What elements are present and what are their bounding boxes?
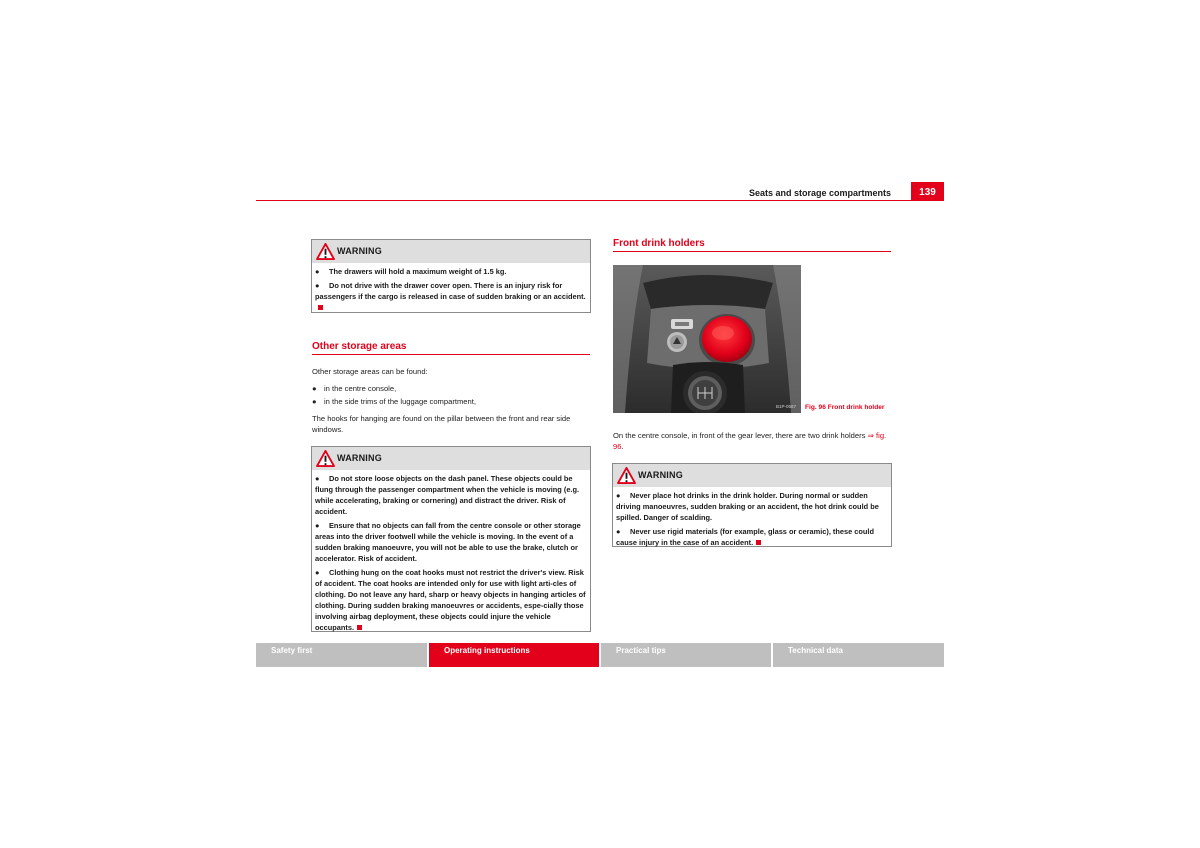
running-header-title: Seats and storage compartments <box>748 188 891 198</box>
page-number: 139 <box>911 182 944 201</box>
tab-operating-instructions[interactable] <box>429 643 599 667</box>
warning-item: ● The drawers will hold a maximum weight of 1.5 kg. <box>315 267 507 276</box>
figure-code: B1P-0587 <box>776 404 797 409</box>
warning-header <box>613 464 891 487</box>
warning-label: WARNING <box>337 453 382 463</box>
header-rule <box>256 200 944 201</box>
tab-technical-data[interactable] <box>773 643 944 667</box>
warning-box-loose-objects <box>311 446 591 632</box>
figure-reference-link[interactable]: ⇒ fig. 96 <box>613 431 887 451</box>
warning-label: WARNING <box>337 246 382 256</box>
warning-triangle-icon <box>617 467 636 484</box>
tab-practical-tips[interactable] <box>601 643 771 667</box>
warning-item: ● Never use rigid materials (for example, glass or ceramic), these could cause injury in the case of an accident. <box>616 527 874 547</box>
warning-item: ● Do not store loose objects on the dash panel. These objects could be flung through the passenger compartment when the vehicle is moving (e.g. while accelerating, braking or cornering) and distract the driver. Risk of accident. <box>315 474 580 516</box>
tab-label: Technical data <box>788 646 843 655</box>
tab-label: Practical tips <box>616 646 666 655</box>
figure-caption: Fig. 96 Front drink holder <box>805 404 885 411</box>
tab-label: Safety first <box>271 646 313 655</box>
section-heading-drink-holders: Front drink holders <box>613 238 705 249</box>
warning-label: WARNING <box>638 470 683 480</box>
warning-item: ● Ensure that no objects can fall from the centre console or other storage areas into the driver footwell while the vehicle is moving. In the event of a sudden braking manoeuvre, you will not be able to use the brake, clutch or accelerator. Risk of accident. <box>315 521 581 563</box>
tab-label: Operating instructions <box>444 646 530 655</box>
end-of-section-mark <box>756 540 761 545</box>
end-of-section-mark <box>357 625 362 630</box>
section-rule <box>613 251 891 252</box>
drink-holder-figure <box>613 265 801 413</box>
warning-box-drawers <box>311 239 591 313</box>
warning-triangle-icon <box>316 450 335 467</box>
drink-holders-paragraph: On the centre console, in front of the gear lever, there are two drink holders ⇒ fig. 96. <box>613 431 887 451</box>
warning-header <box>312 447 590 470</box>
warning-item: ● Do not drive with the drawer cover open. There is an injury risk for passengers if the cargo is released in case of sudden braking or an accident. <box>315 280 587 313</box>
hooks-paragraph: The hooks for hanging are found on the pillar between the front and rear side windows. <box>312 414 571 434</box>
other-storage-intro: Other storage areas can be found: <box>312 367 428 376</box>
warning-box-hot-drinks <box>612 463 892 547</box>
warning-item: ● Clothing hung on the coat hooks must not restrict the driver's view. Risk of accident. The coat hooks are intended only for use with light arti-cles of clothing. Do not leave any hard, sharp or heavy objects in hanging articles of clothing. During sudden braking manoeuvres or accidents, espe-cially those involving airbag deployment, these objects could injure the vehicle occupants. <box>315 568 586 632</box>
list-item: ● in the side trims of the luggage compartment, <box>312 397 476 406</box>
warning-item: ● Never place hot drinks in the drink holder. During normal or sudden driving manoeuvres, sudden braking or an accident, the hot drink could be spilled. Danger of scalding. <box>616 491 879 522</box>
drink-holder-illustration <box>613 265 801 413</box>
end-of-section-mark <box>318 305 323 310</box>
section-heading-other-storage: Other storage areas <box>312 341 407 352</box>
warning-triangle-icon <box>316 243 335 260</box>
tab-safety-first[interactable] <box>256 643 427 667</box>
list-item: ● in the centre console, <box>312 384 397 393</box>
warning-header <box>312 240 590 263</box>
section-rule <box>312 354 590 355</box>
